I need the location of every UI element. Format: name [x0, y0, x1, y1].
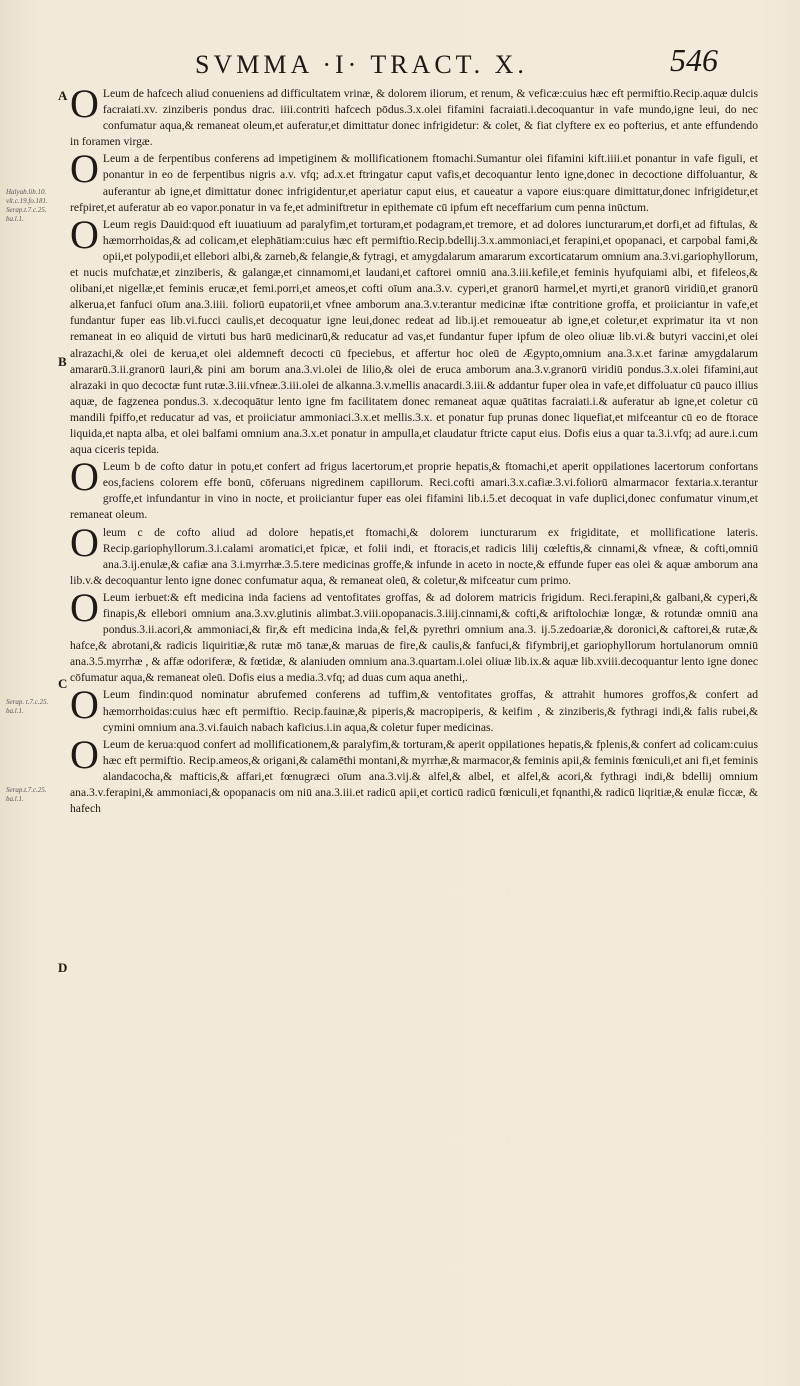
running-title: SVMMA ·I· TRACT. X.	[195, 50, 528, 79]
paragraph	[70, 731, 758, 817]
text-body	[70, 81, 758, 818]
paragraph	[70, 211, 758, 458]
drop-capital: O	[70, 731, 99, 777]
section-letter-a: A	[58, 88, 68, 103]
paragraph-text: Leum de kerua:quod confert ad mollificationem,& paralyfim,& torturam,& aperit oppilationes hepatis,& fplenis,& confert ad colicam:cuius hæc eft permiftio. Recip.ameos,& origani,& calamēthi montani,& myrrhæ,& marmacor,& feminis apii,& feminis fœniculi,et ani fi,et feminis alandacocha,& mafticis,& affari,et fœnugræci oīum ana.3.vij.& alfel,& albel, et alfel,& acori,& fythragi indi,& bdellij omnium ana.3.v.ferapini,& ammoniaci,& opopanacis om niū ana.3.iii.et radicū apii,et corticū radicū fœniculi,et fqnanthi,& radicū liqritiæ,& enulæ ficcæ, & hafech	[70, 737, 758, 816]
paragraph-text: Leum regis Dauid:quod eft iuuatiuum ad paralyfim,et torturam,et podagram,et tremore, et ad dolores iuncturarum,et dorfi,et ad fiftulas, & hæmorrhoidas,& ad colicam,et elephātiam:cuius hæc eft permiftio.Recip.bdellij.3.x.ammoniaci,et ferapini,et opopanaci, et carpobal fami,& opii,et polypodii,et ellebori albi,& zarneb,& felangie,& fytragi, et amygdalarum amararum excorticatarum omnium ana.3.vi.gariophyllorum, et nucis mufchatæ,et zinziberis, & galangæ,et cinnamomi,et laudani,et caftorei omniū ana.3.iii.kefile,et feminis hyufquiami albi, et fifeleos,& olibani,et nigellæ,et feminis erucæ,et femi.porri,et ameos,et cofti oīum ana.3.v. cyperi,et granorū harmel,et myrti,et granorū viridiū,et granorū alkerua,et fanfuci oīum ana.3.iiii. foliorū eupatorii,et vfnee amborum ana.3.v.terantur medicinæ iftæ contritione groffa, et proiiciantur in vafe,et fundantur fuper eas lib.vi.fucci caulis,et decoquatur igne leui,donec redeat ad lib.ij.et remoueatur ab igne,et coletur,et exprimatur ita vt non remaneat in eo aliquid de virtuti bus harū medicinarū,& reducatur ad vas,et fundantur fuper ipfum de oleo oliuæ lib.vi.& butyri vaccini,et olei alrazachi,& olei de kerua,et olei aldemneft decocti cū fpeciebus, et affertur hoc oleū de Ægypto,omnium ana.3.x.et farinæ amygdalarum amararū.3.ii.granorū lauri,& pini am borum ana.3.vi.olei de lilio,& olei de eruca amborum ana.3.v.granorū viridiū pondus.3.x.olei fifamini,aut alrazaki in quo decoctæ funt rutæ.3.iii.vfneæ.3.iii.olei de alkanna.3.v.mellis anacardi.3.iii.& addantur fuper olea in vafe,et diffoluatur cū pauco illius aquæ, de fagzenea pondus.3. x.decoquātur lento igne fm facilitatem donec remaneat aquæ quātitas facraiati.i.& auferatur ab igne,et coletur cū mandili fpiffo,et reducatur ad vas, et proiiciatur ammoniaci.3.x.et mellis.3.x. et ponatur fup prunas donec liquefiat,et mifceantur cū eo de ftorace liquida,et napta alba, et olei balfami omnium ana.3.x.et ponatur in ampulla,et claudatur ftricte caput eius. Dofis eius a quar ta.3.i.vfq; ad aure.i.cum aqua ciceris tepida.	[70, 217, 758, 457]
margin-note: Halyab.lib.10. vlt.c.19.fo.181. Serap.t.7.c.25. ba.l.1.	[6, 188, 48, 223]
paragraph	[70, 81, 758, 150]
drop-capital: O	[70, 146, 99, 192]
drop-capital: O	[70, 211, 99, 257]
paragraph-text: Leum findin:quod nominatur abrufemed conferens ad tuffim,& ventofitates groffas, & attrahit humores groffos,& confert ad hæmorrhoidas:cuius hæc eft permiftio. Recip.fauinæ,& piperis,& macropiperis, & keifim , & zinziberis,& fythragi indi,& falis rubei,& cymini omnium ana.3.vi.fauich nabach kaficius.i.in aqua,& coletur fuper medicinas.	[102, 688, 758, 734]
paragraph	[70, 682, 758, 735]
paragraph-text: Leum b de cofto datur in potu,et confert ad frigus lacertorum,et proprie hepatis,& ftomachi,et aperit oppilationes lacertorum confortans eos,faciens colorem effe bonū, cōferuans nigredinem capillorum. Reci.cofti amari.3.x.cafiæ.3.vi.foliorū almarmacor fextaria.x.terantur groffe,et infundantur in vino in nocte, et proiiciantur fuper eas olei fifamini lib.i.5.et decoquat in vafe duplici,donec confumatur vinum,et remaneat oleum.	[70, 460, 758, 522]
paragraph-text: Leum de hafcech aliud conueniens ad difficultatem vrinæ, & dolorem iliorum, et renum, & veficæ:cuius hæc eft permiftio.Recip.aquæ dulcis facraiati.xv. zinziberis pondus drac. iiii.contriti hafcech pōdus.3.x.olei fifamini facraiati.i.decoquantur in vafe mundo,igne leui, do nec confumatur aqua,& remaneat oleum,et auferatur,et dimittatur donec infrigidetur: & colet, & fiat clyftere ex eo pofterius, et ante effundendo in foramen virgæ.	[70, 87, 758, 149]
drop-capital: O	[70, 584, 99, 630]
drop-capital: O	[70, 81, 99, 126]
margin-note: Serap.t.7.c.25. ba.l.1.	[6, 786, 47, 803]
drop-capital: O	[70, 454, 99, 500]
paragraph-text: Leum ierbuet:& eft medicina inda faciens ad ventofitates groffas, & ad dolorem matricis frigidum. Reci.ferapini,& galbani,& cyperi,& finapis,& ellebori omnium ana.3.xv.glutinis alimbat.3.viii.opopanacis.3.iiij.cinnami,& cofti,& ariftolochiæ longæ, & rotundæ omniū ana pondus.3.ii.acori,& ammoniaci,& fir,& eft medicina inda,& fel,& pyrethri omnium ana.3. ij.5.zedoariæ,& doronici,& caftorei,& rutæ,& hafce,& abrotani,& radicis liquiritiæ,& rutæ mō tanæ,& maruas de fire,& caulis,& fanfuci,& fifymbrij,et gariophyllorum hortulanorum omniū ana.3.5.myrrhæ , & affæ odoriferæ, & fœtidæ, & alaniuden omnium ana.3.quartam.i.olei oliuæ lib.ix.& aquæ lib.xviii.decoquantur lento igne donec cōfumatur aqua,& remaneat oleū. Dofis eius a media.3.vfq; ad duas cum aqua anethi,.	[70, 590, 758, 685]
section-letter-c: C	[58, 676, 68, 691]
paragraph	[70, 146, 758, 215]
page-header	[60, 42, 760, 90]
section-letter-b: B	[58, 354, 67, 369]
section-letter-d: D	[58, 960, 68, 975]
paragraph-text: leum c de cofto aliud ad dolore hepatis,et ftomachi,& dolorem iuncturarum ex frigiditate, et mollificatione lateris. Recip.gariophyllorum.3.i.calami aromatici,et fpicæ, et folii indi, et ftoracis,et radicis lilij cœleftis,& cinnami,& vfneæ, & cofti,omniū ana.3.ij.enulæ,& cafiæ ana 3.i.myrrhæ.3.5.tere medicinas groffe,& infunde in aceto in nocte,& effunde fuper eas olei & aquæ amborum ana lib.v.& decoquantur lento igne donec confumatur aqua, & remaneat oleū, & coletur,& mifceatur cum primo.	[70, 525, 758, 587]
paragraph-text: Leum a de ferpentibus conferens ad impetiginem & mollificationem ftomachi.Sumantur olei fifamini kift.iiii.et ponantur in vafe figuli, et ponantur in eo de ferpentibus nigris a.v. vfq; ad.x.et ftringatur caput vafis,et decoquantur lento igne,donec in decoctione diffoluantur, & auferantur ab igne,et dimittatur donec infrigidentur,et aperiatur caput eius, et caueatur a vapore eius:quare dimittatur,donec infrigidetur,et refpiret,et auferatur ab eo vapor.ponatur in va fe,et adminiftretur in epithemate cū ipfum eft neceffarium cum penna inūctum.	[70, 152, 758, 214]
drop-capital: O	[70, 682, 99, 728]
margin-note: Serap. t.7.c.25. ba.l.1.	[6, 698, 49, 715]
paragraph	[70, 584, 758, 687]
drop-capital: O	[70, 519, 99, 565]
paragraph	[70, 454, 758, 523]
page-number: 546	[670, 42, 718, 78]
paragraph	[70, 519, 758, 589]
